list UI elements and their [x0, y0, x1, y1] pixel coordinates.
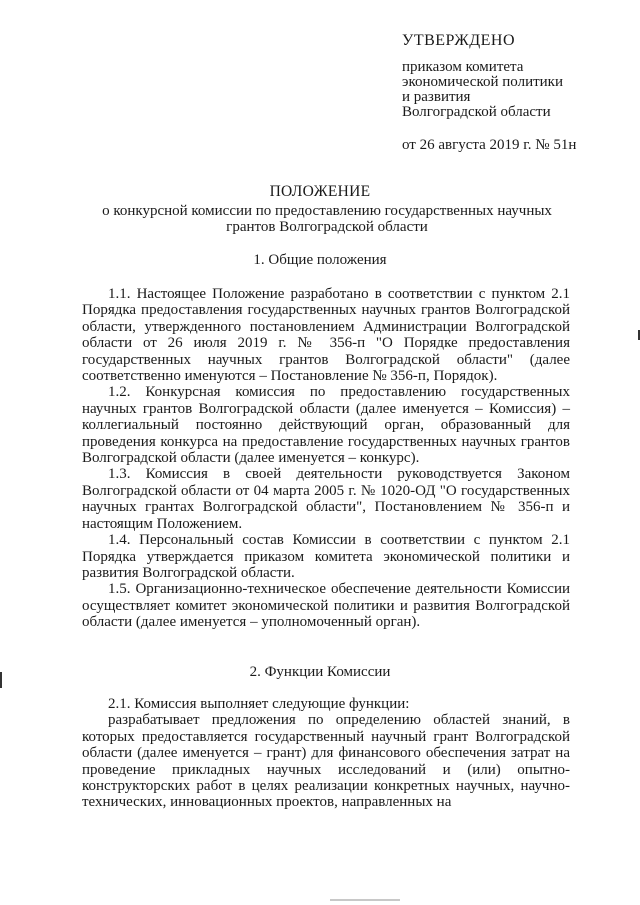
paragraph: 2.1. Комиссия выполняет следующие функции:: [108, 696, 410, 712]
approval-title: УТВЕРЖДЕНО: [402, 32, 516, 49]
section-heading-functions: 2. Функции Комиссии: [249, 664, 391, 680]
approval-line: и развития: [402, 89, 471, 105]
scan-edge-mark: [0, 672, 2, 688]
document-subtitle: о конкурсной комиссии по предоставлению государственных научных грантов Волгоградской области: [102, 203, 552, 235]
section-heading-general: 1. Общие положения: [253, 252, 387, 268]
approval-line: Волгоградской области: [402, 104, 551, 120]
paragraph: разрабатывает предложения по определению областей знаний, в которых предоставляется государственный научный грант Волгоградской области (далее именуется – грант) для финансового обеспечения затрат на проведение прикладных научных исследований и (или) опытно-конструкторских работ в целях реализации конкретных научных, научно-технических, инновационных проектов, направленных на: [82, 712, 570, 811]
paragraph: 1.4. Персональный состав Комиссии в соответствии с пунктом 2.1 Порядка утверждается приказом комитета экономической политики и развития Волгоградской области.: [82, 532, 570, 581]
section-general-body: [82, 286, 570, 631]
approval-line: приказом комитета: [402, 59, 524, 75]
approval-date: от 26 августа 2019 г. № 51н: [402, 137, 577, 153]
approval-stamp: [402, 33, 617, 153]
document-title: ПОЛОЖЕНИЕ: [269, 183, 371, 200]
scan-bottom-mark: [330, 899, 400, 901]
paragraph: 1.2. Конкурсная комиссия по предоставлению государственных научных грантов Волгоградской области (далее именуется – Комиссия) – коллегиальный постоянно действующий орган, образованный для проведения конкурса на предоставление государственных научных грантов Волгоградской области (далее именуется – конкурс).: [82, 384, 570, 467]
section-functions-body: [82, 696, 570, 811]
paragraph: 1.1. Настоящее Положение разработано в соответствии с пунктом 2.1 Порядка предоставления государственных научных грантов Волгоградской области, утвержденного постановлением Администрации Волгоградской области от 26 июля 2019 г. № 356-п "О Порядке предоставления государственных научных грантов Волгоградской области" (далее соответственно именуются – Постановление № 356-п, Порядок).: [82, 286, 570, 385]
approval-line: экономической политики: [402, 74, 564, 90]
paragraph: 1.5. Организационно-техническое обеспечение деятельности Комиссии осуществляет комитет экономической политики и развития Волгоградской области (далее именуется – уполномоченный орган).: [82, 581, 570, 631]
paragraph: 1.3. Комиссия в своей деятельности руководствуется Законом Волгоградской области от 04 марта 2005 г. № 1020-ОД "О государственных научных грантах Волгоградской области", Постановлением № 356-п и настоящим Положением.: [82, 466, 570, 532]
